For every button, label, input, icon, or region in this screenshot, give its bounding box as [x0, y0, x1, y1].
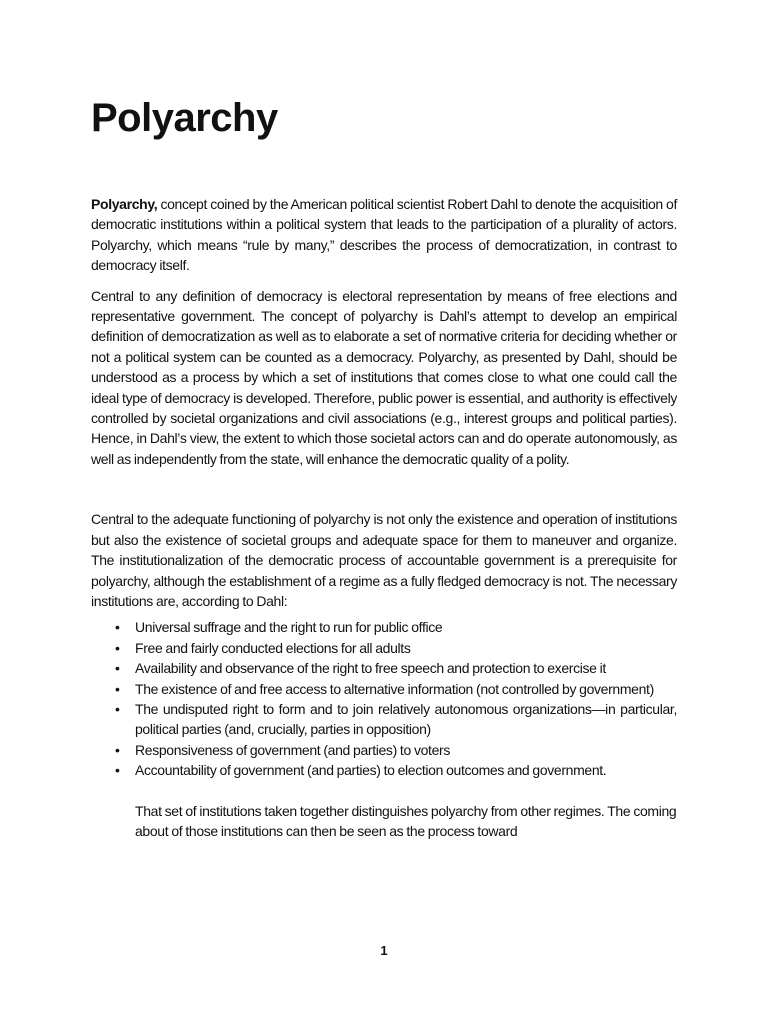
bullet-icon: • — [115, 741, 120, 758]
paragraph-definition: Central to any definition of democracy is electoral representation by means of free elections and representative government. The concept of polyarchy is Dahl’s attempt to develop an empirical definition of democratization as well as to elaborate a set of normative criteria for deciding whether or not a political system can be counted as a democracy. Polyarchy, as presented by Dahl, should be understood as a process by which a set of institutions that comes close to what one could call the ideal type of democracy is developed. Therefore, public power is essential, and authority is effectively controlled by societal organizations and civil associations (e.g., interest groups and political parties). Hence, in Dahl’s view, the extent to which those societal actors can and do operate autonomously, as well as independently from the state, will enhance the democratic quality of a polity. — [91, 287, 677, 467]
list-item — [91, 760, 677, 780]
list-item-text: Universal suffrage and the right to run for public office — [135, 619, 443, 636]
intro-paragraph — [91, 194, 677, 276]
bullet-icon: • — [115, 762, 120, 779]
institutions-list — [91, 617, 677, 780]
bullet-icon: • — [115, 639, 120, 656]
list-item-text: The existence of and free access to alternative information (not controlled by government) — [135, 680, 654, 697]
document-body — [91, 194, 677, 841]
document-title: Polyarchy — [91, 96, 278, 140]
list-item-text: Availability and observance of the right to free speech and protection to exercise it — [135, 660, 606, 677]
intro-text: concept coined by the American political scientist Robert Dahl to denote the acquisition of democratic institutions within a political system that leads to the participation of a plurality of actors. Polyarchy, which means “rule by many,” describes the process of democratization, in contrast to democracy itself. — [91, 196, 677, 274]
list-item — [91, 740, 677, 760]
list-item — [91, 679, 677, 699]
bullet-icon: • — [115, 619, 120, 636]
paragraph-functioning: Central to the adequate functioning of polyarchy is not only the existence and operation of institutions but also the existence of societal groups and adequate space for them to maneuver and organize. The institutionalization of the democratic process of accountable government is a prerequisite for polyarchy, although the establishment of a regime as a fully fledged democracy is not. The necessary institutions are, according to Dahl: — [91, 511, 677, 609]
bullet-icon: • — [115, 700, 120, 717]
list-item — [91, 658, 677, 678]
bullet-icon: • — [115, 660, 120, 677]
closing-paragraph: That set of institutions taken together distinguishes polyarchy from other regimes. The coming about of those institutions can then be seen as the process toward — [135, 802, 677, 839]
list-item-text: Accountability of government (and parties) to election outcomes and government. — [135, 762, 607, 779]
list-item — [91, 638, 677, 658]
list-item — [91, 617, 677, 637]
list-item-text: Responsiveness of government (and parties) to voters — [135, 741, 450, 758]
page-number: 1 — [380, 943, 388, 958]
list-item-text: The undisputed right to form and to join relatively autonomous organizations—in particular, political parties (and, crucially, parties in opposition) — [135, 700, 677, 738]
list-item-text: Free and fairly conducted elections for all adults — [135, 639, 411, 656]
list-item — [91, 699, 677, 740]
intro-lead-term: Polyarchy, — [91, 196, 158, 212]
bullet-icon: • — [115, 680, 120, 697]
